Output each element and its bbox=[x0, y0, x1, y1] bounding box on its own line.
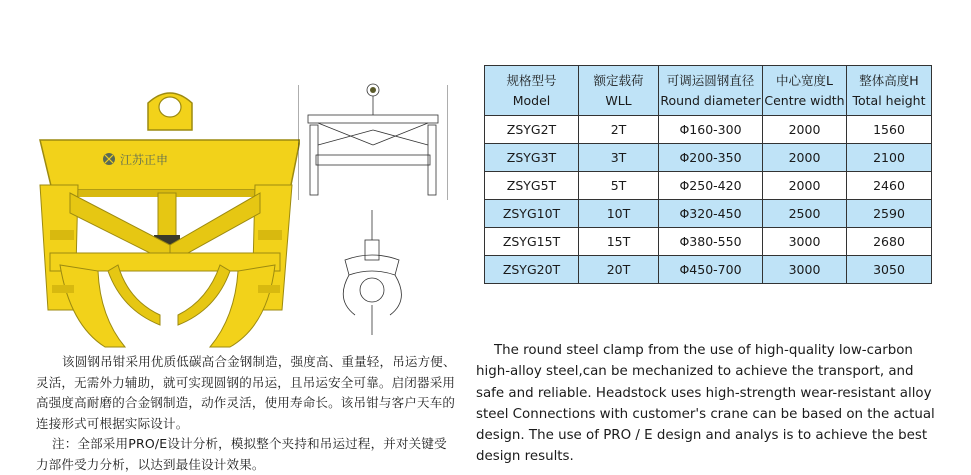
header-wll bbox=[579, 66, 659, 116]
cell-model: ZSYG5T bbox=[485, 172, 579, 200]
cell-total-height: 1560 bbox=[847, 116, 932, 144]
cell-diameter: Φ450-700 bbox=[659, 256, 763, 284]
header-total-height bbox=[847, 66, 932, 116]
cell-centre-width: 2000 bbox=[763, 172, 847, 200]
header-diameter bbox=[659, 66, 763, 116]
cell-diameter: Φ250-420 bbox=[659, 172, 763, 200]
header-total-height-cn: 整体高度H bbox=[859, 72, 919, 88]
header-wll-cn: 额定载荷 bbox=[593, 72, 644, 88]
header-model bbox=[485, 66, 579, 116]
table-row bbox=[485, 144, 932, 172]
cell-model: ZSYG15T bbox=[485, 228, 579, 256]
description-cn bbox=[36, 352, 456, 475]
cell-diameter: Φ320-450 bbox=[659, 200, 763, 228]
cell-wll: 20T bbox=[579, 256, 659, 284]
header-diameter-en: Round diameter bbox=[660, 92, 761, 108]
spec-table bbox=[484, 65, 932, 284]
cell-wll: 10T bbox=[579, 200, 659, 228]
table-row bbox=[485, 200, 932, 228]
cell-centre-width: 2500 bbox=[763, 200, 847, 228]
cell-diameter: Φ200-350 bbox=[659, 144, 763, 172]
description-en-paragraph: The round steel clamp from the use of high-quality low-carbon high-alloy steel,can be mechanized to achieve the transport, and safe and reliable. Headstock uses high-strength wear-resistant alloy steel Connections with customer's crane can be based on the actual design. The use of PRO / E design and analys is to achieve the best design results. bbox=[476, 343, 935, 465]
cell-centre-width: 3000 bbox=[763, 228, 847, 256]
cell-diameter: Φ380-550 bbox=[659, 228, 763, 256]
technical-drawing-side bbox=[335, 205, 410, 340]
description-en bbox=[476, 340, 938, 468]
table-row bbox=[485, 256, 932, 284]
cell-total-height: 2590 bbox=[847, 200, 932, 228]
table-row bbox=[485, 116, 932, 144]
header-model-en: Model bbox=[512, 92, 551, 108]
cell-wll: 3T bbox=[579, 144, 659, 172]
table-row bbox=[485, 172, 932, 200]
cell-wll: 5T bbox=[579, 172, 659, 200]
technical-drawing-front bbox=[298, 70, 448, 205]
cell-total-height: 2460 bbox=[847, 172, 932, 200]
header-centre-width bbox=[763, 66, 847, 116]
cell-model: ZSYG3T bbox=[485, 144, 579, 172]
header-model-cn: 规格型号 bbox=[506, 72, 557, 88]
spec-table-header-row bbox=[485, 66, 932, 116]
cell-centre-width: 2000 bbox=[763, 144, 847, 172]
header-diameter-cn: 可调运圆钢直径 bbox=[666, 72, 755, 88]
product-photo bbox=[30, 85, 300, 355]
header-total-height-en: Total height bbox=[852, 92, 926, 108]
cell-model: ZSYG2T bbox=[485, 116, 579, 144]
description-cn-note: 注：全部采用PRO/E设计分析，模拟整个夹持和吊运过程，并对关键受力部件受力分析，以达到最佳设计效果。 bbox=[36, 436, 447, 472]
cell-wll: 2T bbox=[579, 116, 659, 144]
cell-centre-width: 2000 bbox=[763, 116, 847, 144]
cell-total-height: 3050 bbox=[847, 256, 932, 284]
cell-total-height: 2100 bbox=[847, 144, 932, 172]
header-centre-width-cn: 中心宽度L bbox=[776, 72, 833, 88]
description-cn-paragraph: 该圆钢吊钳采用优质低碳高合金钢制造，强度高、重量轻，吊运方便、灵活，无需外力辅助，就可实现圆钢的吊运，且吊运安全可靠。启闭器采用高强度高耐磨的合金钢制造，动作灵活，使用寿命长。该吊钳与客户天车的连接形式可根据实际设计。 bbox=[36, 354, 456, 431]
header-wll-en: WLL bbox=[605, 92, 632, 108]
brand-label: 江苏正申 bbox=[120, 153, 169, 167]
cell-wll: 15T bbox=[579, 228, 659, 256]
header-centre-width-en: Centre width bbox=[764, 92, 845, 108]
cell-model: ZSYG10T bbox=[485, 200, 579, 228]
table-row bbox=[485, 228, 932, 256]
cell-model: ZSYG20T bbox=[485, 256, 579, 284]
cell-centre-width: 3000 bbox=[763, 256, 847, 284]
cell-diameter: Φ160-300 bbox=[659, 116, 763, 144]
cell-total-height: 2680 bbox=[847, 228, 932, 256]
